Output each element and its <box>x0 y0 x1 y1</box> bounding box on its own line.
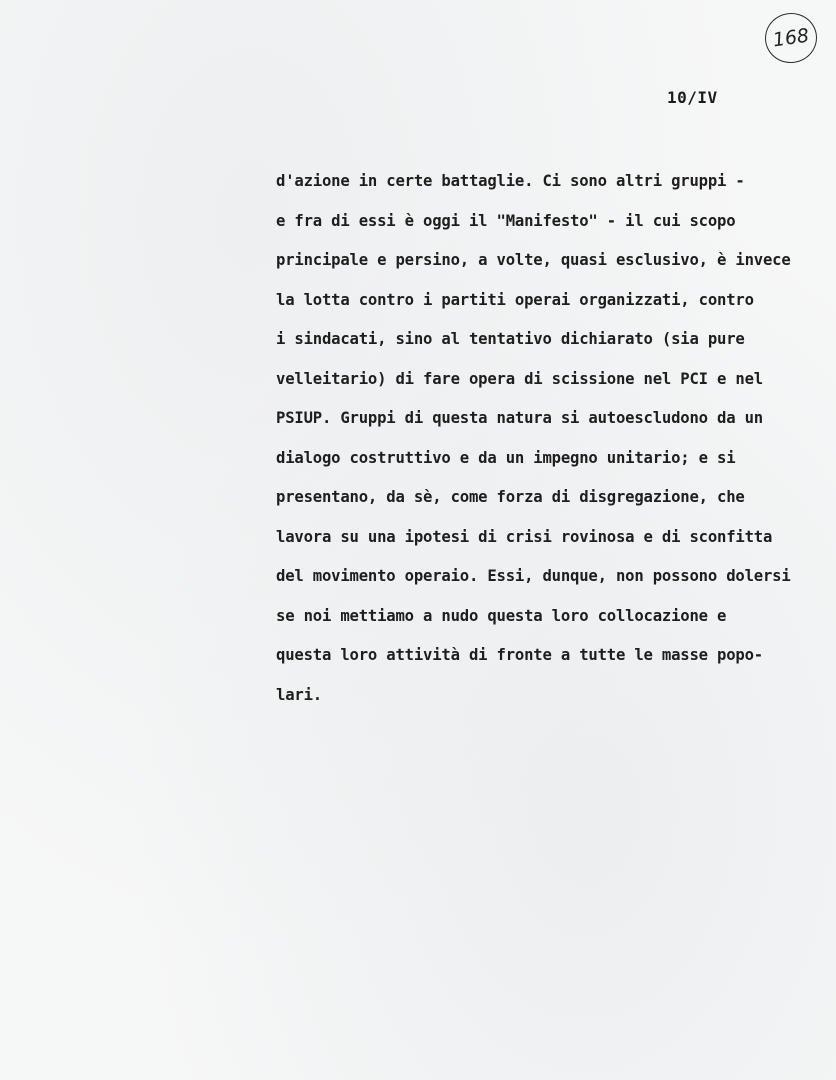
text-line: presentano, da sè, come forza di disgregazione, che <box>276 488 745 506</box>
text-line: velleitario) di fare opera di scissione nel PCI e nel <box>276 369 763 388</box>
text-line: lavora su una ipotesi di crisi rovinosa e di sconfitta <box>276 527 773 546</box>
text-line: se noi mettiamo a nudo questa loro collocazione e <box>276 606 727 625</box>
text-line: del movimento operaio. Essi, dunque, non possono dolersi <box>276 567 791 585</box>
text-line: principale e persino, a volte, quasi esclusivo, è invece <box>276 251 791 269</box>
archive-page-stamp: 168 <box>762 10 820 67</box>
text-line: e fra di essi è oggi il "Manifesto" - il cui scopo <box>276 211 736 230</box>
typewritten-body <box>276 162 836 715</box>
text-line: la lotta contro i partiti operai organizzati, contro <box>276 290 754 309</box>
text-line: questa loro attività di fronte a tutte le masse popo- <box>276 646 763 664</box>
text-line: PSIUP. Gruppi di questa natura si autoescludono da un <box>276 409 763 427</box>
text-line: lari. <box>276 685 322 704</box>
page-number: 10/IV <box>667 88 718 107</box>
text-line: dialogo costruttivo e da un impegno unitario; e si <box>276 448 736 467</box>
text-line: i sindacati, sino al tentativo dichiarato (sia pure <box>276 330 745 348</box>
text-line: d'azione in certe battaglie. Ci sono altri gruppi - <box>276 172 745 190</box>
